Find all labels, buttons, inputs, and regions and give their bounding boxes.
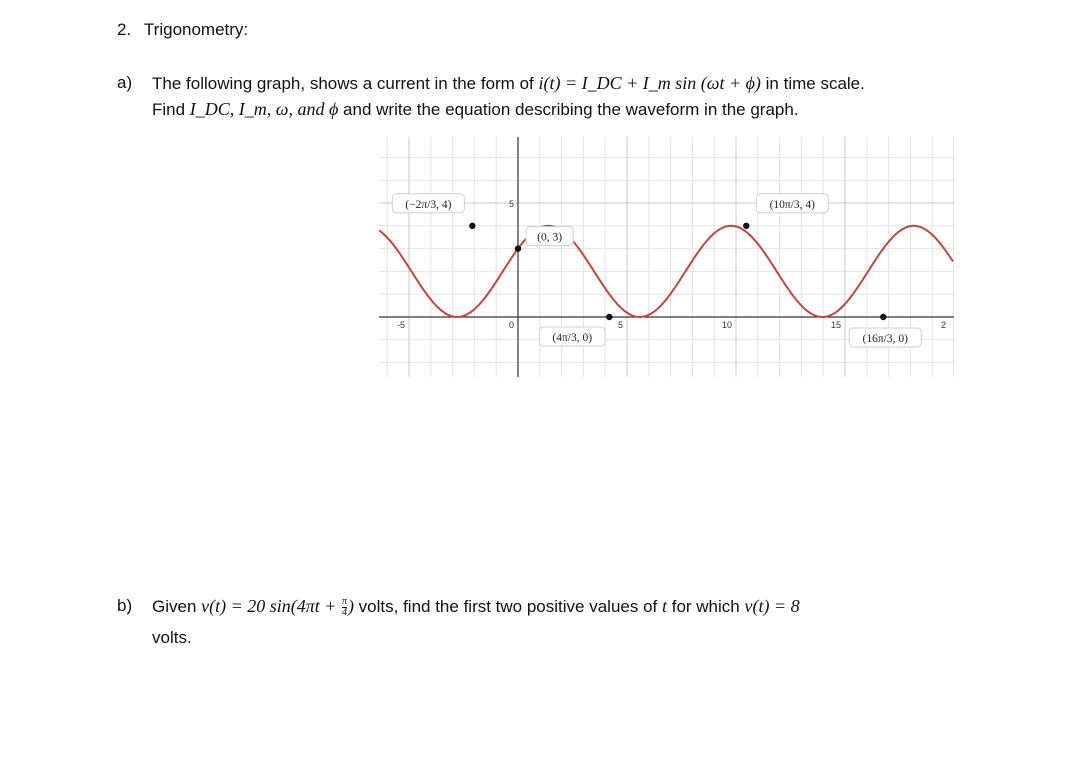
question-number: 2.	[117, 20, 132, 39]
waveform-graph	[379, 137, 954, 377]
x-tick-label: 5	[617, 320, 623, 330]
part-a-line2-prefix: Find	[152, 100, 190, 119]
point-label: (10π/3, 4)	[769, 198, 816, 211]
data-point	[880, 314, 886, 320]
part-b-variable-t: t	[661, 596, 667, 616]
part-a-line-2	[152, 99, 799, 120]
part-b-text-mid: volts, find the first two positive values of	[353, 597, 662, 616]
graph-tick-labels	[397, 199, 946, 330]
data-point	[606, 314, 612, 320]
part-b-formula-left: v(t) = 20 sin(4πt +	[201, 596, 341, 616]
part-b-formula-2: v(t) = 8	[744, 596, 800, 616]
point-label: (−2π/3, 4)	[405, 198, 452, 211]
part-a-formula: i(t) = I_DC + I_m sin (ωt + ϕ)	[538, 73, 761, 93]
data-point	[469, 223, 475, 229]
part-a-variables: I_DC, I_m, ω, and ϕ	[189, 99, 339, 119]
part-b-line-2: volts.	[152, 628, 192, 647]
x-tick-label: 15	[830, 320, 841, 330]
question-title: Trigonometry:	[143, 20, 249, 39]
part-b-formula-right: )	[347, 596, 354, 616]
data-point	[743, 223, 749, 229]
part-a-line2-suffix: and write the equation describing the waveform in the graph.	[338, 100, 799, 119]
x-tick-label: 2	[940, 320, 946, 330]
fraction-denominator: 4	[341, 607, 347, 619]
x-tick-label: 10	[721, 320, 732, 330]
x-tick-label: -5	[396, 320, 405, 330]
fraction-numerator: π	[341, 596, 347, 608]
part-a-line-1	[152, 73, 865, 94]
part-a-text-suffix: in time scale.	[760, 74, 865, 93]
x-tick-label: 0	[508, 320, 514, 330]
point-label: (16π/3, 0)	[862, 333, 908, 345]
part-b-text-prefix: Given	[152, 597, 202, 616]
part-b-line-1	[152, 596, 800, 618]
part-b-text-mid2: for which	[667, 597, 745, 616]
part-a-text-prefix: The following graph, shows a current in the form of	[152, 74, 539, 93]
point-label: (4π/3, 0)	[552, 332, 593, 344]
pi-over-4-fraction	[342, 597, 347, 618]
point-label: (0, 3)	[537, 231, 563, 244]
data-point	[515, 245, 521, 251]
part-b-label: b)	[117, 596, 133, 615]
part-a-label: a)	[117, 73, 133, 92]
y-tick-label: 5	[508, 199, 514, 209]
graph-points	[392, 194, 921, 347]
question-heading	[117, 20, 248, 40]
